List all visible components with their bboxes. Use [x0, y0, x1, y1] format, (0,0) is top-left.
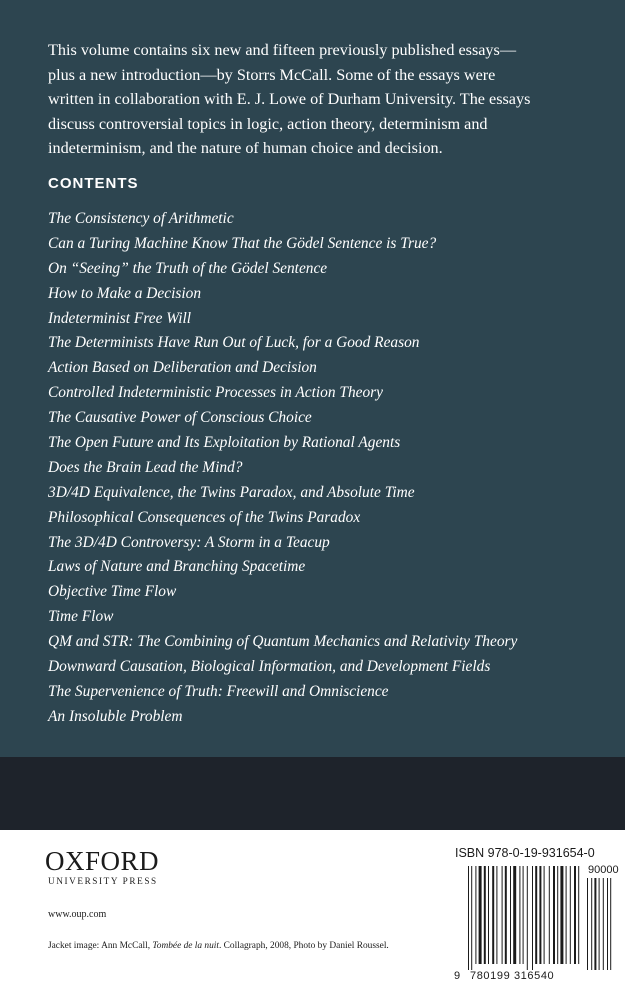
- contents-item: Objective Time Flow: [48, 583, 177, 601]
- barcode-first-digit: 9: [454, 970, 461, 982]
- contents-item: Philosophical Consequences of the Twins Paradox: [48, 508, 361, 526]
- contents-item: Downward Causation, Biological Information, and Development Fields: [48, 658, 491, 676]
- barcode-addon-digits: 90000: [588, 864, 619, 876]
- contents-item: The Determinists Have Run Out of Luck, for a Good Reason: [48, 334, 420, 352]
- contents-item: An Insoluble Problem: [48, 707, 183, 725]
- intro-line: indeterminism, and the nature of human choice and decision.: [48, 139, 443, 157]
- barcode: [454, 864, 619, 986]
- contents-item: QM and STR: The Combining of Quantum Mechanics and Relativity Theory: [48, 633, 518, 651]
- contents-item: The Supervenience of Truth: Freewill and Omniscience: [48, 682, 389, 700]
- contents-item: Laws of Nature and Branching Spacetime: [48, 558, 306, 576]
- isbn-label: ISBN 978-0-19-931654-0: [455, 846, 595, 860]
- contents-item: Time Flow: [48, 608, 114, 626]
- contents-item: Action Based on Deliberation and Decision: [48, 359, 317, 377]
- publisher-logo: OXFORD: [45, 846, 160, 876]
- credit-prefix: Jacket image: Ann McCall,: [48, 941, 153, 951]
- contents-item: Controlled Indeterministic Processes in Action Theory: [48, 384, 383, 402]
- contents-item: 3D/4D Equivalence, the Twins Paradox, and Absolute Time: [48, 483, 415, 501]
- intro-paragraph: [48, 38, 608, 161]
- intro-line: discuss controversial topics in logic, action theory, determinism and: [48, 114, 488, 133]
- contents-item: Does the Brain Lead the Mind?: [48, 458, 243, 476]
- contents-item: On “Seeing” the Truth of the Gödel Sentence: [48, 259, 328, 277]
- contents-list: [48, 207, 517, 730]
- contents-heading: CONTENTS: [48, 175, 139, 192]
- intro-line: This volume contains six new and fifteen previously published essays—: [48, 41, 517, 59]
- contents-item: How to Make a Decision: [48, 284, 202, 302]
- credit-suffix: . Collagraph, 2008, Photo by Daniel Roussel.: [218, 941, 389, 951]
- intro-line: written in collaboration with E. J. Lowe of Durham University. The essays: [48, 90, 531, 108]
- publisher-subtitle: UNIVERSITY PRESS: [48, 876, 158, 886]
- publisher-url[interactable]: www.oup.com: [48, 909, 107, 920]
- barcode-number: 780199 316540: [470, 970, 555, 982]
- contents-item: Indeterminist Free Will: [48, 309, 192, 327]
- contents-item: The Causative Power of Conscious Choice: [48, 409, 312, 427]
- barcode-bars-icon: [454, 866, 614, 972]
- contents-item: Can a Turing Machine Know That the Gödel Sentence is True?: [48, 234, 437, 252]
- contents-item: The Consistency of Arithmetic: [48, 210, 234, 227]
- intro-line: plus a new introduction—by Storrs McCall. Some of the essays were: [48, 65, 496, 84]
- publisher-footer: [0, 830, 625, 993]
- jacket-credit: [48, 941, 389, 951]
- contents-item: The 3D/4D Controversy: A Storm in a Teacup: [48, 533, 330, 551]
- contents-item: The Open Future and Its Exploitation by Rational Agents: [48, 434, 401, 452]
- decorative-band: [0, 757, 625, 830]
- artwork-title: Tombée de la nuit: [152, 941, 219, 951]
